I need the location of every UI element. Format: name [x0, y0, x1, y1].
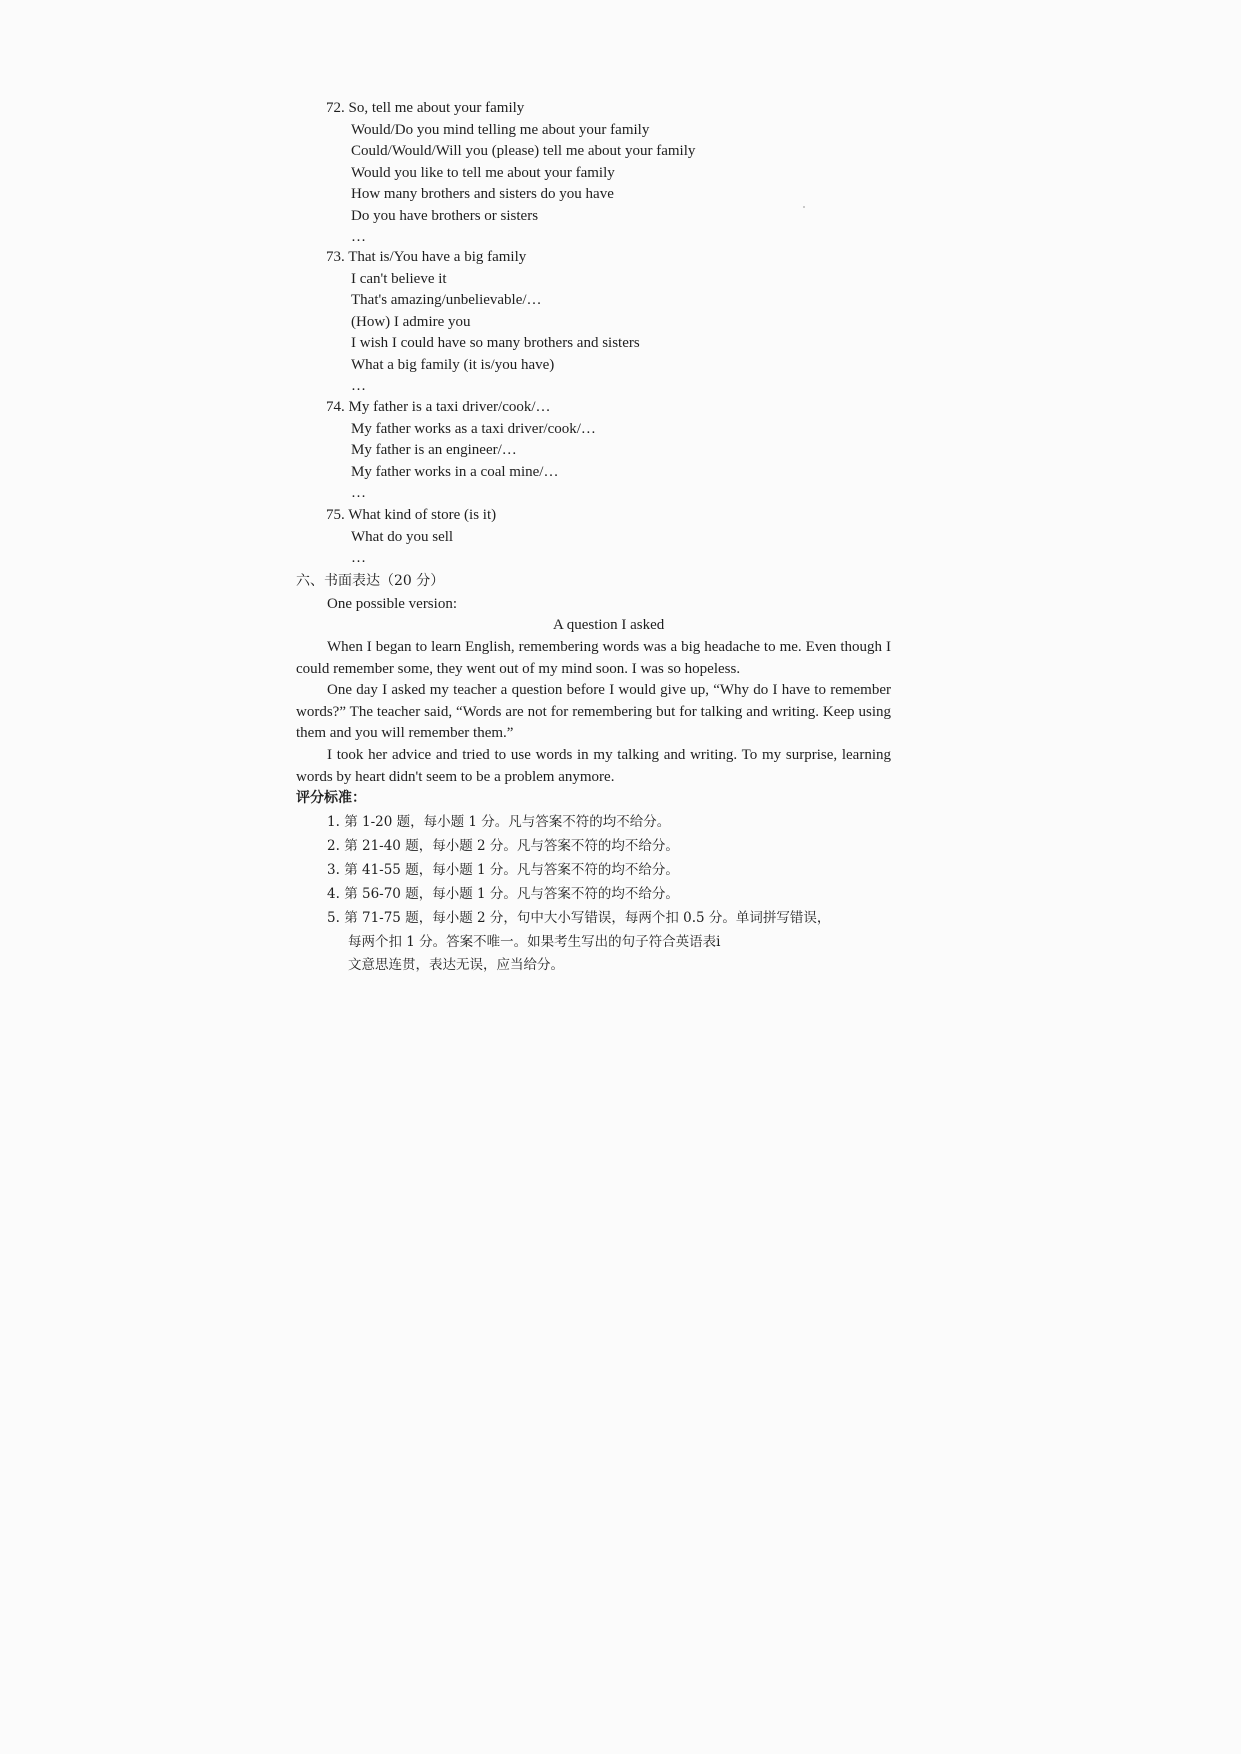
- answer-line: I can't believe it: [351, 270, 447, 287]
- question-number: 73.: [326, 249, 345, 265]
- answer-line: [326, 247, 886, 269]
- grading-number: 3.: [327, 862, 340, 878]
- essay-paragraph: [296, 637, 891, 680]
- version-label: One possible version:: [327, 596, 457, 612]
- essay-title: A question I asked: [553, 617, 665, 633]
- grading-text: 第 21-40 题，每小题 2 分。凡与答案不符的均不给分。: [344, 838, 679, 854]
- answer-line: Would/Do you mind telling me about your family: [351, 121, 650, 138]
- grading-number: 5.: [327, 910, 340, 926]
- grading-text: 第 56-70 题，每小题 1 分。凡与答案不符的均不给分。: [344, 886, 679, 902]
- answer-line: I wish I could have so many brothers and sisters: [351, 335, 640, 351]
- answer-text: That is/You have a big family: [348, 249, 527, 265]
- grading-number: 2.: [327, 838, 340, 854]
- grading-text: 第 1-20 题，每小题 1 分。凡与答案不符的均不给分。: [344, 814, 671, 830]
- answer-75: [326, 505, 886, 570]
- ellipsis: …: [351, 550, 366, 566]
- answer-text: My father is a taxi driver/cook/…: [348, 399, 551, 415]
- answer-73: [326, 247, 886, 398]
- answer-line: What do you sell: [351, 528, 454, 545]
- answer-line: How many brothers and sisters do you have: [351, 186, 614, 202]
- grading-number: 1.: [327, 814, 340, 830]
- answer-line: That's amazing/unbelievable/…: [351, 292, 542, 308]
- question-number: 75.: [326, 507, 345, 523]
- essay-paragraph: [296, 680, 891, 745]
- paragraph-text: When I began to learn English, remembering words was a big headache to me. Even though I could remember some, they went out of my mind soon. I was so hopeless.: [296, 639, 891, 677]
- grading-text-cont: 文意思连贯，表达无误，应当给分。: [348, 957, 564, 973]
- paragraph-text: One day I asked my teacher a question before I would give up, “Why do I have to remember words?” The teacher said, “Words are not for remembering but for talking and writing. Keep using them and you will remember them.”: [296, 682, 891, 741]
- answer-line: My father works in a coal mine/…: [351, 463, 559, 480]
- answer-text: What kind of store (is it): [348, 507, 497, 523]
- grading-number: 4.: [327, 886, 340, 902]
- answer-74: [326, 397, 886, 505]
- answer-line: [326, 98, 886, 120]
- answer-line: What a big family (it is/you have): [351, 356, 555, 373]
- answer-text: So, tell me about your family: [348, 100, 525, 116]
- answer-line: (How) I admire you: [351, 313, 471, 330]
- answer-line: Would you like to tell me about your family: [351, 164, 615, 181]
- question-number: 74.: [326, 399, 345, 415]
- grading-item: [327, 883, 897, 907]
- grading-item: [327, 811, 897, 835]
- answer-line: My father works as a taxi driver/cook/…: [351, 420, 596, 437]
- answer-line: Do you have brothers or sisters: [351, 207, 539, 224]
- ellipsis: …: [351, 378, 366, 394]
- grading-item: [327, 907, 897, 978]
- grading-text-cont: 每两个扣 1 分。答案不唯一。如果考生写出的句子符合英语表i: [348, 933, 721, 950]
- scan-speck: [803, 206, 805, 208]
- section-heading: 六、书面表达（20 分）: [296, 573, 445, 589]
- answer-line: [326, 397, 886, 419]
- answer-line: Could/Would/Will you (please) tell me about your family: [351, 143, 696, 159]
- grading-text: 第 41-55 题，每小题 1 分。凡与答案不符的均不给分。: [344, 862, 679, 878]
- grading-item: [327, 859, 897, 883]
- question-number: 72.: [326, 100, 345, 116]
- grading-text: 第 71-75 题，每小题 2 分，句中大小写错误，每两个扣 0.5 分。单词拼写错误，: [344, 910, 831, 926]
- answer-72: [326, 98, 886, 249]
- grading-title: 评分标准：: [296, 790, 366, 806]
- answer-line: My father is an engineer/…: [351, 442, 517, 458]
- ellipsis: …: [351, 229, 366, 245]
- grading-item: [327, 835, 897, 859]
- answer-line: [326, 505, 886, 527]
- ellipsis: …: [351, 485, 366, 501]
- paragraph-text: I took her advice and tried to use words in my talking and writing. To my surprise, learning words by heart didn't seem to be a problem anymore.: [296, 747, 891, 785]
- essay-paragraph: [296, 745, 891, 788]
